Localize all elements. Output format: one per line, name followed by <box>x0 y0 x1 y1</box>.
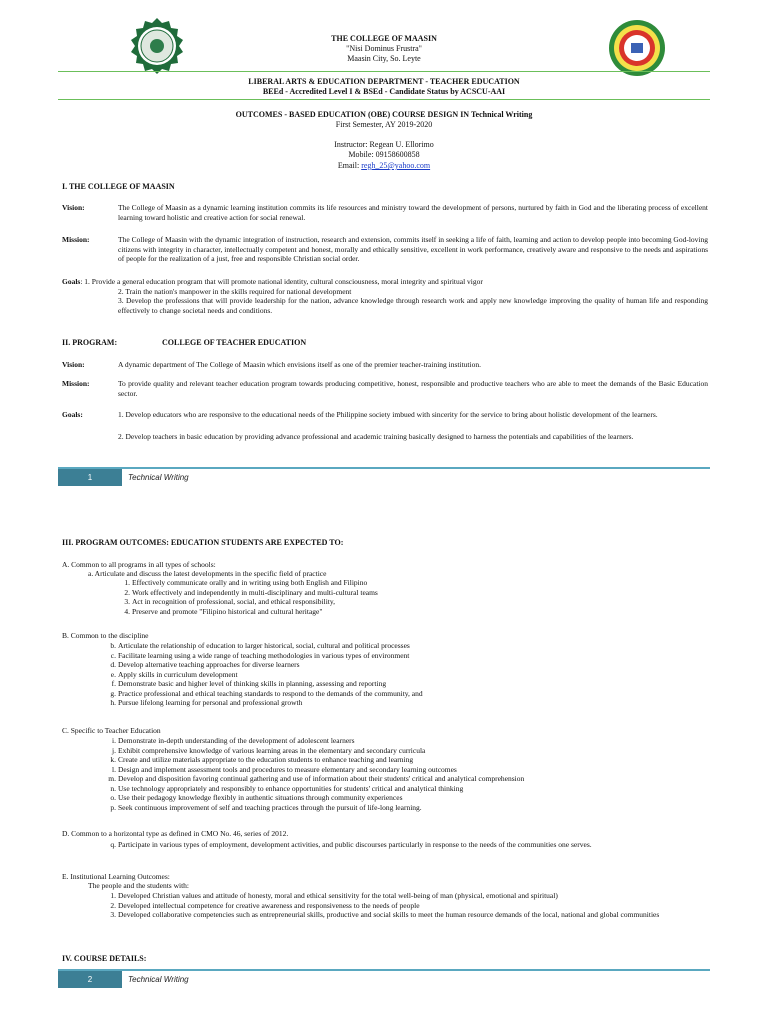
list-item: g. Practice professional and ethical teaching standards to respond to the demands of the community, and <box>110 688 423 698</box>
list-item: 2. Work effectively and independently in multi-disciplinary and multi-cultural teams <box>124 587 378 597</box>
college-mission-label: Mission: <box>62 235 90 244</box>
list-item: o. Use their pedagogy knowledge flexibly in authentic situations through community experiences <box>110 793 403 802</box>
page-number: 1 <box>58 469 122 486</box>
group-d-list <box>110 840 708 850</box>
mobile: Mobile: 09158600858 <box>348 150 420 159</box>
program-vision-text: A dynamic department of The College of Maasin which envisions itself as one of the premier teacher-training institution. <box>118 360 481 369</box>
list-item: 4. Preserve and promote "Filipino historical and cultural heritage" <box>124 606 323 616</box>
group-b-list <box>110 641 708 708</box>
group-d-title: D. Common to a horizontal type as defined in CMO No. 46, series of 2012. <box>62 829 289 838</box>
footer-label: Technical Writing <box>128 473 189 482</box>
list-item: c. Facilitate learning using a wide range of teaching methodologies in various types of environment <box>110 650 410 660</box>
list-item: f. Demonstrate basic and higher level of thinking skills in planning, assessing and reporting <box>111 679 387 688</box>
semester: First Semester, AY 2019-2020 <box>335 120 433 129</box>
section4-title: IV. COURSE DETAILS: <box>62 954 147 963</box>
email-label: Email: <box>337 161 360 170</box>
program-goal-1: 1. Develop educators who are responsive to the educational needs of the Philippine society imbued with sincerity for the service to bring about holistic development of the learners. <box>118 410 658 419</box>
program-mission-label: Mission: <box>62 379 90 388</box>
section3-title: III. PROGRAM OUTCOMES: EDUCATION STUDENTS ARE EXPECTED TO: <box>62 538 344 547</box>
list-item: l. Design and implement assessment tools and procedures to measure elementary and secondary learning outcomes <box>112 764 457 774</box>
list-item: m. Develop and disposition favoring continual gathering and use of information about their students' critical and analytical comprehension <box>108 774 525 783</box>
group-c-list <box>108 736 708 812</box>
program-mission-text: To provide quality and relevant teacher education program towards producing competitive, honest, responsible and productive teachers who are able to meet the demands of the Basic Education sector. <box>118 379 708 398</box>
group-e-title: E. Institutional Learning Outcomes: <box>62 872 170 881</box>
group-a-subitem: a. Articulate and discuss the latest developments in the specific field of practice <box>88 569 327 578</box>
college-goals <box>62 277 710 287</box>
email-link[interactable]: regh_25@yahoo.com <box>361 161 431 170</box>
list-item: b. Articulate the relationship of education to larger historical, social, cultural and political processes <box>110 641 410 650</box>
program-vision-label: Vision: <box>62 360 85 369</box>
list-item: p. Seek continuous improvement of self and teaching practices through the pursuit of life-long learning. <box>110 802 422 812</box>
list-item: h. Pursue lifelong learning for personal and professional growth <box>110 698 303 707</box>
group-e-list <box>110 891 708 920</box>
list-item: q. Participate in various types of employment, development activities, and public discourses particularly in response to the needs of the communities one serves. <box>110 840 592 849</box>
email-line <box>0 161 768 171</box>
list-item: 3. Act in recognition of professional, social, and ethical responsibility, <box>124 597 336 606</box>
college-motto: "Nisi Dominus Frustra" <box>346 44 422 53</box>
course-design-title: OUTCOMES - BASED EDUCATION (OBE) COURSE DESIGN IN Technical Writing <box>235 110 533 119</box>
list-item: 3. Developed collaborative competencies such as entrepreneurial skills, productive and social skills to meet the human resource demands of the local, national and global communities <box>110 910 660 919</box>
group-e-subtitle: The people and the students with: <box>88 881 190 890</box>
college-goals-label: Goals <box>62 277 81 286</box>
list-item: 1. Effectively communicate orally and in writing using both English and Filipino <box>124 578 368 587</box>
college-goal-1: : 1. Provide a general education program that will promote national identity, cultural consciousness, moral integrity and spiritual vigor <box>80 277 483 286</box>
list-item: 1. Developed Christian values and attitude of honesty, moral and ethical sensitivity for the total well-being of man (physical, emotional and spiritual) <box>110 891 558 900</box>
college-goal-2: 2. Train the nation's manpower in the skills required for national development <box>118 287 352 296</box>
department-title: LIBERAL ARTS & EDUCATION DEPARTMENT - TEACHER EDUCATION <box>248 77 520 86</box>
section2-title: COLLEGE OF TEACHER EDUCATION <box>162 338 307 347</box>
college-name: THE COLLEGE OF MAASIN <box>331 34 437 43</box>
program-goals-label: Goals: <box>62 410 83 419</box>
group-b-title: B. Common to the discipline <box>62 631 149 640</box>
college-mission-text: The College of Maasin with the dynamic integration of instruction, research and extension, commits itself in seeking a life of faith, learning and action to develop people into becoming God-loving citizens with integrity in character, intellectually competent and honest, morally and ethically sensitive, excellent in work performance, creatively aware and responsive to the needs and aspirations of people for the realization of a just, free and responsible Christian social order. <box>118 235 708 263</box>
accreditation-status: BEEd - Accredited Level I & BSEd - Candidate Status by ACSCU-AAI <box>262 87 506 96</box>
list-item: 2. Developed intellectual competence for creative awareness and responsiveness to the needs of people <box>110 900 420 910</box>
group-c-title: C. Specific to Teacher Education <box>62 726 161 735</box>
section2-title-prefix: II. PROGRAM: <box>62 338 118 347</box>
page-footer-1 <box>58 467 710 486</box>
group-a-list <box>124 578 702 616</box>
list-item: d. Develop alternative teaching approaches for diverse learners <box>110 660 300 669</box>
group-a-title: A. Common to all programs in all types of schools: <box>62 560 216 569</box>
college-vision-label: Vision: <box>62 203 85 212</box>
list-item: e. Apply skills in curriculum development <box>110 669 238 679</box>
instructor: Instructor: Regean U. Ellorimo <box>334 140 434 149</box>
college-goal-3: 3. Develop the professions that will provide leadership for the nation, advance knowledge through research work and apply new knowledge improving the quality of human life and responding effectively to change societal needs and conditions. <box>118 296 708 315</box>
footer-label: Technical Writing <box>128 975 189 984</box>
section1-title: I. THE COLLEGE OF MAASIN <box>62 182 175 191</box>
page-footer-2 <box>58 969 710 988</box>
list-item: j. Exhibit comprehensive knowledge of various learning areas in the elementary and secondary curricula <box>112 745 426 755</box>
list-item: i. Demonstrate in-depth understanding of the development of adolescent learners <box>112 736 355 745</box>
college-address: Maasin City, So. Leyte <box>347 54 421 63</box>
header-divider-2 <box>58 99 710 100</box>
list-item: n. Use technology appropriately and responsibly to enhance opportunities for students' critical and analytical thinking <box>110 783 464 793</box>
college-vision-text: The College of Maasin as a dynamic learning institution commits its life resources and ministry toward the development of persons, nurtured by faith in God and the liberating process of excellent learning toward holistic and creative action for social renewal. <box>118 203 708 222</box>
header-divider <box>58 71 710 72</box>
program-goal-2: 2. Develop teachers in basic education by providing advance professional and academic training basically designed to harness the potentials and capabilities of the learners. <box>118 432 634 441</box>
page-number: 2 <box>58 971 122 988</box>
list-item: k. Create and utilize materials appropriate to the education students to enhance teaching and learning <box>110 755 414 764</box>
